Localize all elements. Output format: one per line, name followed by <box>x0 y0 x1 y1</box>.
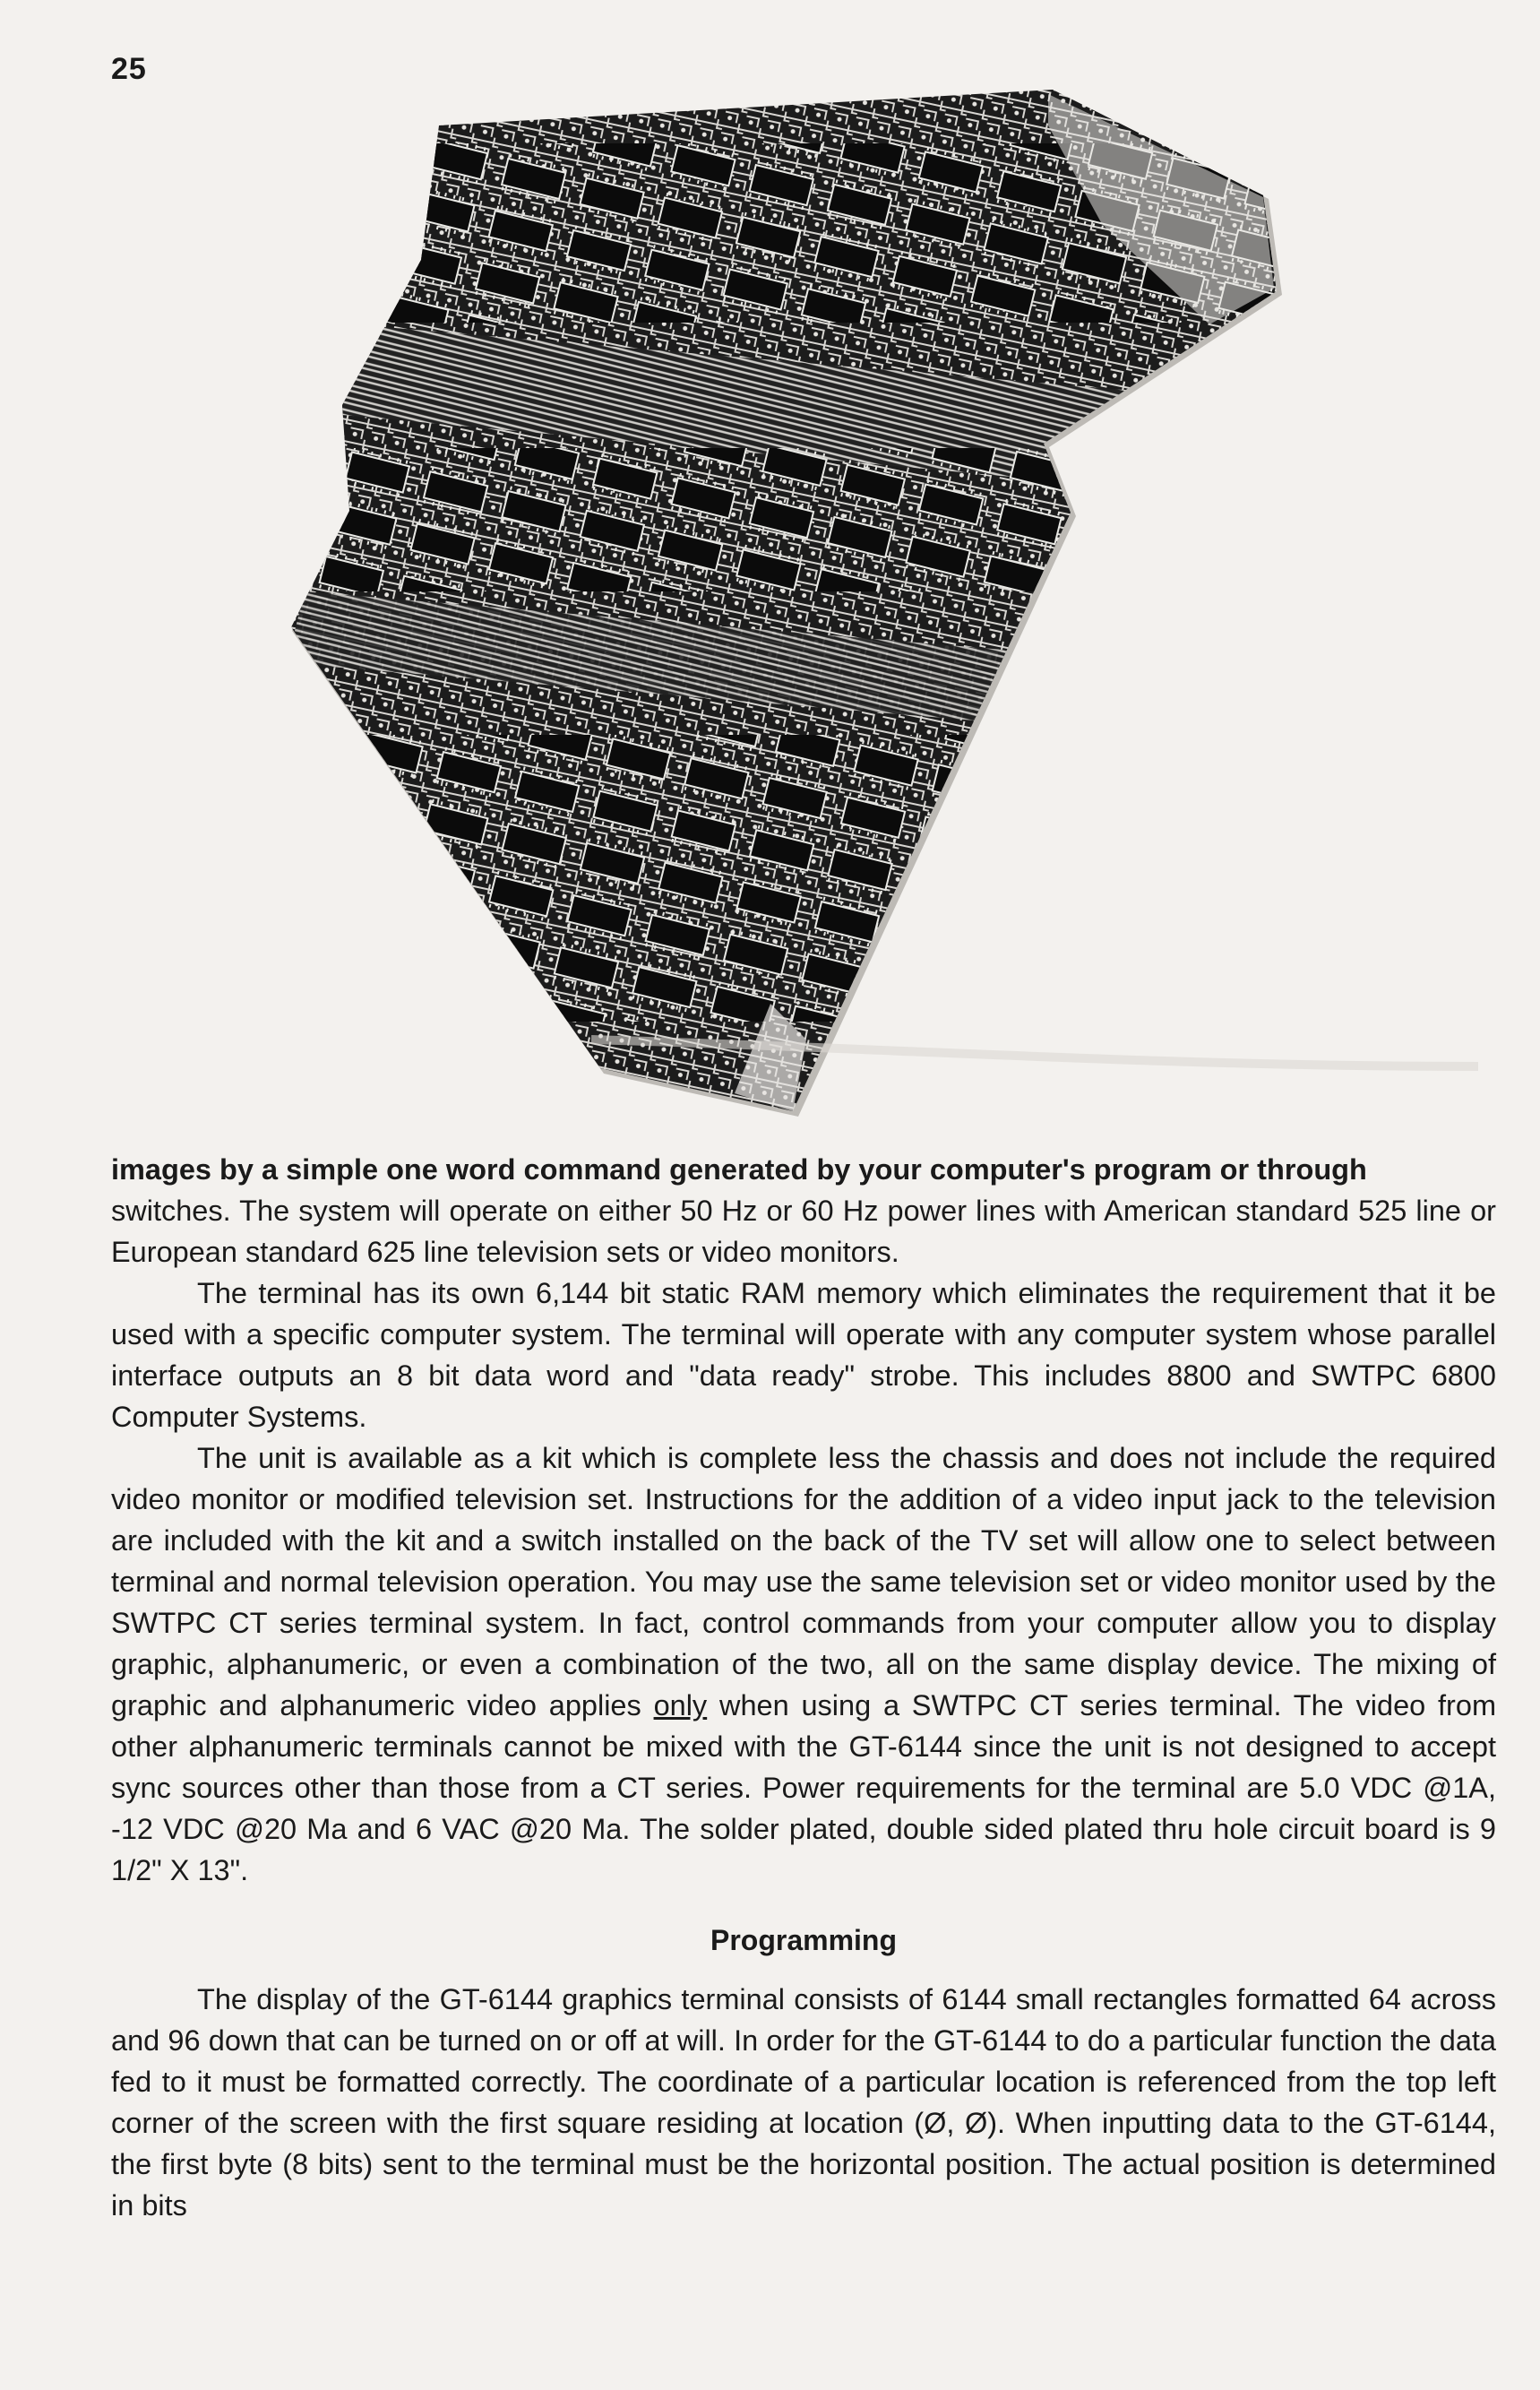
ic-row-middle <box>269 448 1523 591</box>
page-number: 25 <box>111 52 147 86</box>
ic-row-bottom <box>269 735 1523 1022</box>
paragraph-1: switches. The system will operate on either 50 Hz or 60 Hz power lines with American standard 525 line or European standard 625 line television sets or video monitors. <box>111 1195 1496 1268</box>
section-heading-programming: Programming <box>710 1924 898 1956</box>
paragraph-2: The terminal has its own 6,144 bit static RAM memory which eliminates the requirement that it be used with a specific computer system. The terminal will operate with any computer system whose parallel interface outputs an 8 bit data word and "data ready" strobe. This includes 8800 and SWTPC 6800 Computer Systems. <box>111 1277 1496 1433</box>
paragraph-1-lead: images by a simple one word command generated by your computer's program or through <box>111 1153 1367 1186</box>
paragraph-3-part-b: when using a SWTPC CT series terminal. The video from other alphanumeric terminals cannot be mixed with the GT-6144 since the unit is not designed to accept sync sources other than those from a CT series. Power requirements for the terminal are 5.0 VDC @1A, -12 VDC @20 Ma and 6 VAC @20 Ma. The solder plated, double sided plated thru hole circuit board is 9 1/2" X 13". <box>111 1689 1497 1886</box>
paragraph-3 <box>111 1437 1496 1891</box>
ic-row-top <box>269 143 1523 323</box>
paragraph-3-part-a: The unit is available as a kit which is complete less the chassis and does not include the required video monitor or modified television set. Instructions for the addition of a video input jack to the television are included with the kit and a switch installed on the back of the TV set will allow one to select between terminal and normal television operation. You may use the same television set or video monitor used by the SWTPC CT series terminal system. In fact, control commands from your computer allow you to display graphic, alphanumeric, or even a combination of the two, all on the same display device. The mixing of graphic and alphanumeric video applies <box>111 1442 1496 1721</box>
circuit-board-photo <box>269 90 1523 1147</box>
underlined-only: only <box>653 1689 708 1721</box>
body-text <box>111 1149 1496 2226</box>
paragraph-4: The display of the GT-6144 graphics terminal consists of 6144 small rectangles formatted 64 across and 96 down that can be turned on or off at will. In order for the GT-6144 to do a particular function the data fed to it must be formatted correctly. The coordinate of a particular location is referenced from the top left corner of the screen with the first square residing at location (Ø, Ø). When inputting data to the GT-6144, the first byte (8 bits) sent to the terminal must be the horizontal position. The actual position is determined in bits <box>111 1983 1496 2222</box>
